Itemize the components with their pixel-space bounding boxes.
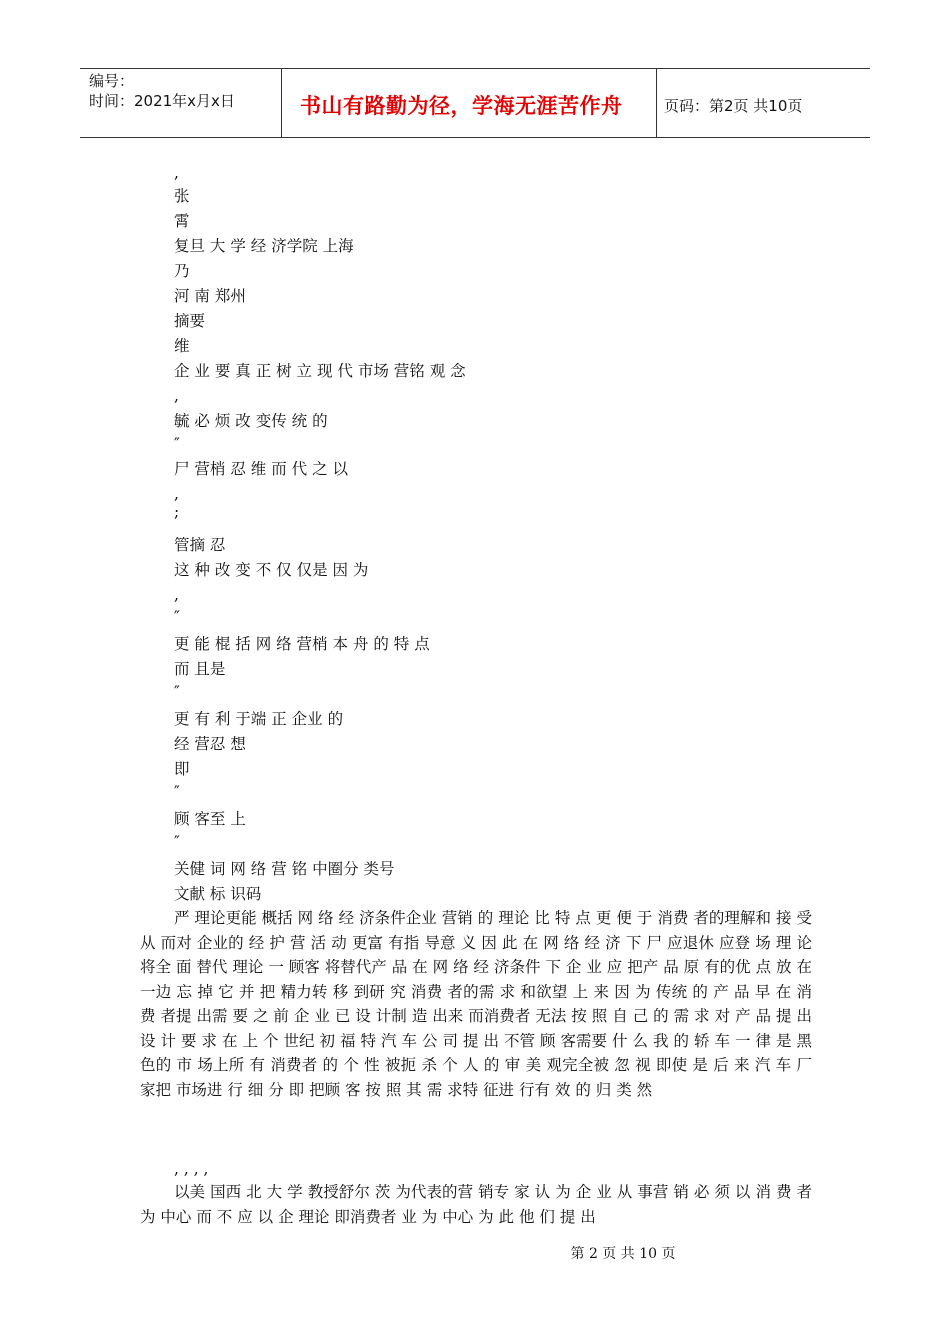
text-line: 经 营忍 想: [174, 735, 246, 753]
page-footer: [0, 1243, 950, 1263]
text-line: ″: [174, 833, 180, 851]
header-motto-cell: [282, 69, 657, 137]
header-meta-cell: [80, 69, 282, 137]
text-line: ,: [174, 164, 179, 182]
text-line: , , , ,: [174, 1160, 209, 1178]
text-line: 乃: [174, 262, 190, 280]
body-paragraph: 以美 国西 北 大 学 教授舒尔 茨 为代表的营 销专 家 认 为 企 业 从 事营 销 必 须 以 消 费 者 为 中心 而 不 应 以 企 理论 即消费者 业 为 中心 为 此 他 们 提 出: [140, 1183, 812, 1226]
page-code: 页码：第2页 共10页: [664, 96, 803, 115]
time-label: 时间：2021年x月x日: [89, 92, 235, 110]
text-line: 摘要: [174, 312, 206, 330]
header-page-cell: [657, 69, 870, 137]
body-paragraph: 严 理论更能 概括 网 络 经 济条件企业 营销 的 理论 比 特 点 更 便 于 消费 者的理解和 接 受 从 而对 企业的 经 护 营 活 动 更富 有指 导意 义 因 此 在 网 络 经 济 下 尸 应退休 应登 场 理 论 将全 面 替代 理论 一 顾客 将替代产 品 在 网 络 经 济条件 下 企 业 应 把产 品 原 有的优 点 放 在 一边 忘 掉 它 并 把 精力转 移 到研 究 消费 者的需 求 和欲望 上 来 因 为 传统 的 产 品 早 在 消费 者提 出需 要 之 前 企 业 已 设 计制 造 出来 而消费者 无法 按 照 自 己 的 需 求 对 产 品 提 出设 计 要 求 在 上 个 世纪 初 福 特 汽 车 公 司 提 出 不管 顾 客需要 什 么 我 的 轿 车 一 律 是 黑 色的 市 场上所 有 消费者 的 个 性 被扼 杀 个 人 的 审 美 观完全被 忽 视 即使 是 后 来 汽 车 厂 家把 市场进 行 细 分 即 把顾 客 按 照 其 需 求特 征进 行有 效 的 归 类 然: [140, 909, 812, 1099]
page-header: [80, 68, 870, 138]
text-line: ,: [174, 485, 179, 503]
text-line: 维: [174, 337, 190, 355]
text-line: ″: [174, 608, 180, 626]
motto-text: 书山有路勤为径，学海无涯苦作舟: [300, 94, 623, 118]
text-line: 张: [174, 187, 190, 205]
text-line: 这 种 改 变 不 仅 仅是 因 为: [174, 561, 369, 579]
text-line: ″: [174, 435, 180, 453]
text-line: 尸 营梢 忍 维 而 代 之 以: [174, 460, 348, 478]
text-line: 顾 客至 上: [174, 810, 246, 828]
text-line: 而 且是: [174, 660, 226, 678]
text-line: 文献 标 识码: [174, 885, 262, 903]
text-line: 毓 必 烦 改 变传 统 的: [174, 412, 328, 430]
text-line: 更 能 棍 括 网 络 营梢 本 舟 的 特 点: [174, 635, 430, 653]
footer-page-number: 第 2 页 共 10 页: [570, 1246, 676, 1262]
text-line: 即: [174, 760, 190, 778]
text-line: 霄: [174, 212, 190, 230]
number-label: 编号：: [89, 72, 135, 90]
text-line: ″: [174, 783, 180, 801]
text-line: ;: [174, 503, 180, 521]
text-line: ,: [174, 586, 179, 604]
text-line: 关健 词 网 络 营 铭 中圈分 类号: [174, 860, 395, 878]
text-line: 河 南 郑州: [174, 287, 246, 305]
text-line: 企 业 要 真 正 树 立 现 代 市场 营铭 观 念: [174, 362, 466, 380]
text-line: ,: [174, 387, 179, 405]
text-line: ″: [174, 683, 180, 701]
text-line: 更 有 利 于端 正 企业 的: [174, 710, 344, 728]
text-line: 管摘 忍: [174, 536, 226, 554]
text-line: 复旦 大 学 经 济学院 上海: [174, 237, 354, 255]
